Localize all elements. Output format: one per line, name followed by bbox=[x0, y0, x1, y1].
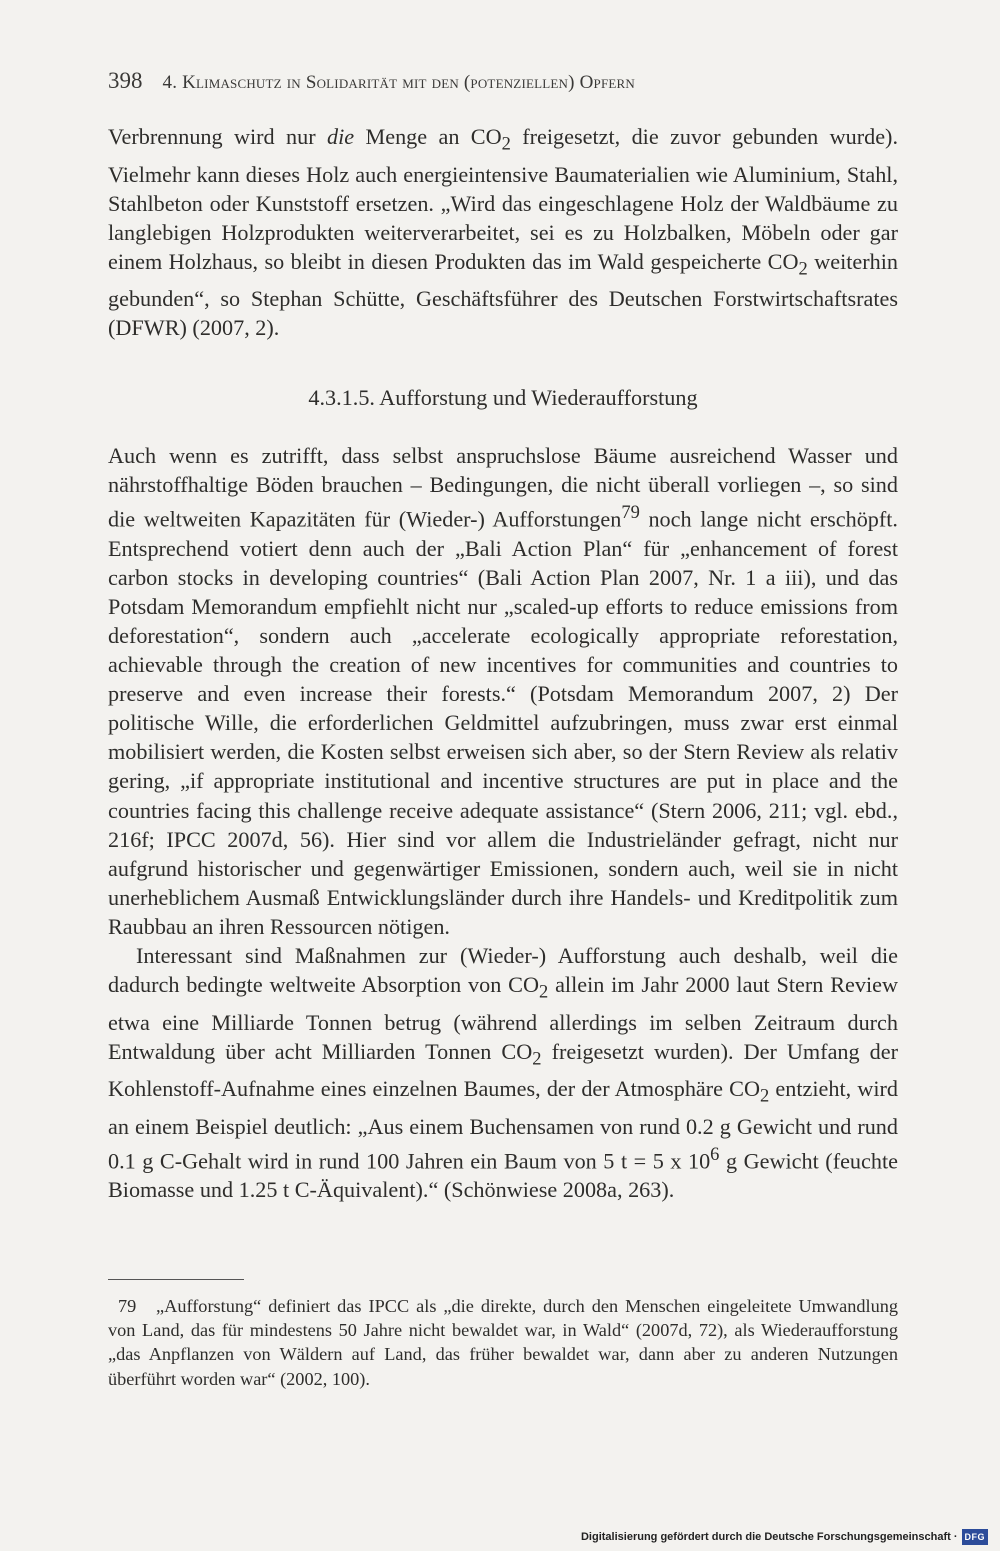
running-title: 4. Klimaschutz in Solidarität mit den (potenziellen) Opfern bbox=[162, 72, 635, 93]
text-run: allein im Jahr 2000 laut Stern Review etwa eine Milliarde Tonnen betrug (während allerdings im selben Zeitraum durch Entwaldung über acht Milliarden Tonnen CO bbox=[108, 972, 898, 1064]
subscript: 2 bbox=[532, 1049, 542, 1070]
text-run: Interessant sind Maßnahmen zur (Wieder-) Aufforstung auch deshalb, weil die dadurch bedingte weltweite Absorption von CO bbox=[108, 942, 898, 998]
dfg-logo: DFG bbox=[962, 1529, 989, 1545]
footnote-text: „Aufforstung“ definiert das IPCC als „die direkte, durch den Menschen eingeleitete Umwandlung von Land, das für mindestens 50 Jahre nicht bewaldet war, in Wald“ (2007d, 72), als Wiederaufforstung „das Anpflanzen von Wäldern auf Land, das früher bewaldet war, dann aber zu anderen Nutzungen überführt worden war“ (2002, 100). bbox=[108, 1296, 898, 1389]
text-run: Menge an CO bbox=[354, 124, 502, 149]
subscript: 2 bbox=[760, 1086, 770, 1107]
running-header bbox=[108, 66, 888, 98]
paragraph bbox=[108, 941, 898, 1204]
body-text-main bbox=[108, 441, 898, 1204]
paragraph bbox=[108, 441, 898, 941]
section-heading: 4.3.1.5. Aufforstung und Wiederaufforstung bbox=[308, 385, 698, 410]
digitization-credit bbox=[581, 1529, 988, 1545]
text-run: entzieht, wird an einem Beispiel deutlich: „Aus einem Buchensamen von rund 0.2 g Gewicht und rund 0.1 g C-Gehalt wird in rund 100 Jahren ein Baum von 5 t = 5 x 10 bbox=[108, 1076, 898, 1174]
credit-text: Digitalisierung gefördert durch die Deutsche Forschungsgemeinschaft · bbox=[580, 1530, 958, 1543]
text-run: freigesetzt, die zuvor gebunden wurde). Vielmehr kann dieses Holz auch energieintensive Baumaterialien wie Aluminium, Stahl, Stahlbeton oder Kunststoff ersetzen. „Wird das eingeschlagene Holz der Waldbäume zu langlebigen Holzprodukten weiterverarbeitet, sei es zu Holzbalken, Möbeln oder gar einem Holzhaus, so bleibt in diesen Produkten das im Wald gespeicherte CO bbox=[108, 124, 898, 274]
paragraph bbox=[108, 122, 898, 343]
text-run: freigesetzt wurden). Der Umfang der Kohlenstoff-Aufnahme eines einzelnen Baumes, der der Atmosphäre CO bbox=[108, 1038, 898, 1102]
footnote-number: 79 bbox=[118, 1296, 137, 1316]
emphasis: die bbox=[327, 124, 355, 149]
text-run: Verbrennung wird nur bbox=[108, 124, 327, 149]
text-run: Auch wenn es zutrifft, dass selbst anspruchslose Bäume ausreichend Wasser und nährstoffhaltige Böden brauchen – Bedingungen, die nicht überall vorliegen –, so sind die weltweiten Kapazitäten für (Wieder-) Aufforstungen bbox=[108, 443, 898, 532]
text-run: noch lange nicht erschöpft. Entsprechend votiert denn auch der „Bali Action Plan“ für „enhancement of forest carbon stocks in developing countries“ (Bali Action Plan 2007, Nr. 1 a iii), und das Potsdam Memorandum empfiehlt nicht nur „scaled-up efforts to reduce emissions from deforestation“, sondern auch „accelerate ecologically appropriate reforestation, achievable through the creation of new incentives for communities and countries to preserve and even increase their forests.“ (Potsdam Memorandum 2007, 2) Der politische Wille, die erforderlichen Geldmittel aufzubringen, muss zwar erst einmal mobilisiert werden, die Kosten selbst erweisen sich aber, so der Stern Review als relativ gering, „if appropriate institutional and incentive structures are put in place and the countries facing this challenge receive adequate assistance“ (Stern 2006, 211; vgl. ebd., 216f; IPCC 2007d, 56). Hier sind vor allem die Industrieländer gefragt, nicht nur aufgrund historischer und gegenwärtiger Emissionen, sondern auch, weil sie in nicht unerheblichem Ausmaß Entwicklungsländer durch ihre Handels- und Kreditpolitik zum Raubbau an ihren Ressourcen nötigen. bbox=[108, 506, 898, 939]
footnote-divider bbox=[108, 1279, 244, 1280]
subscript: 2 bbox=[538, 982, 549, 1003]
subscript: 2 bbox=[501, 134, 511, 155]
footnote bbox=[108, 1294, 898, 1391]
superscript: 6 bbox=[710, 1144, 720, 1165]
text-run: g Gewicht (feuchte Biomasse und 1.25 t C-Äquivalent).“ (Schönwiese 2008a, 263). bbox=[108, 1148, 898, 1203]
subscript: 2 bbox=[798, 259, 808, 280]
body-text-top bbox=[108, 122, 898, 343]
footnote-ref[interactable]: 79 bbox=[621, 503, 640, 524]
page-number: 398 bbox=[108, 68, 143, 93]
text-run: weiterhin gebunden“, so Stephan Schütte, Geschäftsführer des Deutschen Forstwirtschaftsrates (DFWR) (2007, 2). bbox=[108, 248, 898, 341]
